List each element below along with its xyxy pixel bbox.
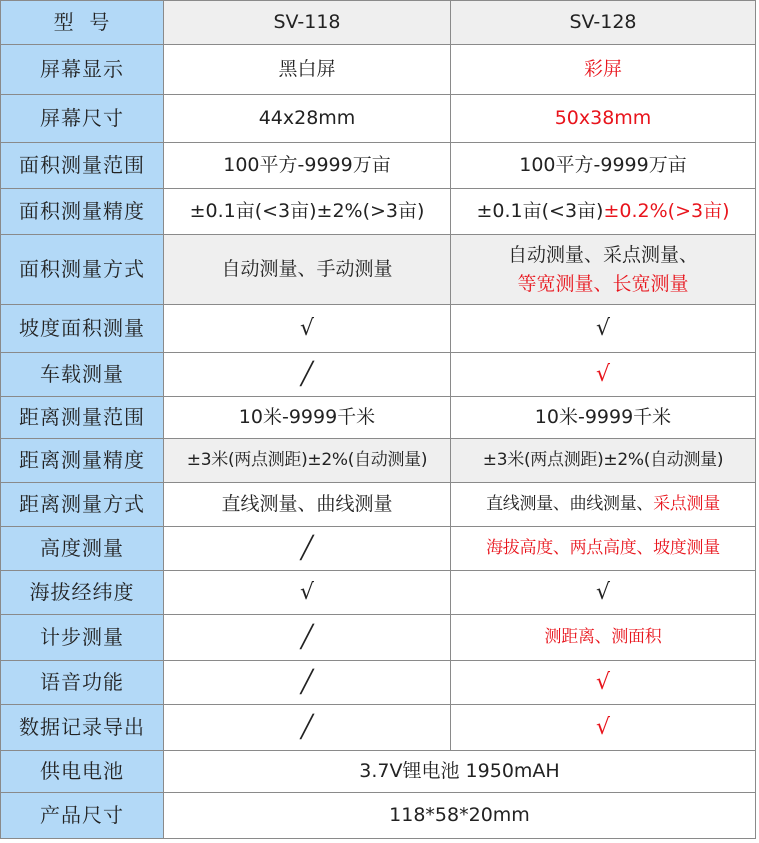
table-row: [1, 483, 756, 527]
table-row: [1, 189, 756, 235]
sv128-check-icon: √: [451, 661, 756, 705]
table-row: [1, 45, 756, 95]
sv118-value: 直线测量、曲线测量: [164, 483, 451, 527]
sv118-value: 44x28mm: [164, 95, 451, 143]
row-label: 语音功能: [1, 661, 164, 705]
sv118-slash-icon: ╱: [164, 661, 451, 705]
sv118-value: ±0.1亩(<3亩)±2%(>3亩): [164, 189, 451, 235]
header-label: 型 号: [1, 1, 164, 45]
shared-value: 3.7V锂电池 1950mAH: [164, 751, 756, 793]
table-row: [1, 353, 756, 397]
sv128-check-icon: √: [451, 571, 756, 615]
sv128-value: 100平方-9999万亩: [451, 143, 756, 189]
sv128-value-line1: 自动测量、采点测量、: [507, 243, 698, 266]
table-row: [1, 305, 756, 353]
table-row: [1, 571, 756, 615]
row-label: 供电电池: [1, 751, 164, 793]
row-label: 屏幕尺寸: [1, 95, 164, 143]
sv128-value: 10米-9999千米: [451, 397, 756, 439]
row-label: 屏幕显示: [1, 45, 164, 95]
sv128-check-icon: √: [451, 705, 756, 751]
table-row: [1, 439, 756, 483]
sv128-value: 海拔高度、两点高度、坡度测量: [451, 527, 756, 571]
sv118-value: 100平方-9999万亩: [164, 143, 451, 189]
sv118-slash-icon: ╱: [164, 527, 451, 571]
shared-value: 118*58*20mm: [164, 793, 756, 839]
sv128-value: 彩屏: [451, 45, 756, 95]
row-label: 高度测量: [1, 527, 164, 571]
sv118-value: 黑白屏: [164, 45, 451, 95]
row-label: 产品尺寸: [1, 793, 164, 839]
sv118-check-icon: √: [164, 305, 451, 353]
table-row: [1, 143, 756, 189]
row-label: 计步测量: [1, 615, 164, 661]
sv128-check-icon: √: [451, 353, 756, 397]
sv118-check-icon: √: [164, 571, 451, 615]
row-label: 面积测量精度: [1, 189, 164, 235]
sv118-value: 自动测量、手动测量: [164, 235, 451, 305]
table-row: [1, 95, 756, 143]
sv118-slash-icon: ╱: [164, 353, 451, 397]
sv118-value: ±3米(两点测距)±2%(自动测量): [164, 439, 451, 483]
row-label: 距离测量范围: [1, 397, 164, 439]
row-label: 距离测量方式: [1, 483, 164, 527]
sv128-value: [451, 189, 756, 235]
table-row: [1, 751, 756, 793]
row-label: 数据记录导出: [1, 705, 164, 751]
row-label: 车载测量: [1, 353, 164, 397]
row-label: 面积测量方式: [1, 235, 164, 305]
model-sv128-header: SV-128: [451, 1, 756, 45]
model-sv118-header: SV-118: [164, 1, 451, 45]
row-label: 海拔经纬度: [1, 571, 164, 615]
sv118-value: 10米-9999千米: [164, 397, 451, 439]
table-row: [1, 705, 756, 751]
table-row: [1, 235, 756, 305]
table-row: [1, 527, 756, 571]
row-label: 距离测量精度: [1, 439, 164, 483]
sv128-value-part: 直线测量、曲线测量、: [486, 494, 654, 514]
table-row: [1, 661, 756, 705]
sv128-check-icon: √: [451, 305, 756, 353]
sv128-value: [451, 235, 756, 305]
sv128-value-highlight: 采点测量: [653, 494, 720, 514]
sv128-value: 50x38mm: [451, 95, 756, 143]
sv128-value: [451, 483, 756, 527]
sv128-value-part: ±0.1亩(<3亩): [476, 200, 604, 222]
row-label: 坡度面积测量: [1, 305, 164, 353]
sv118-slash-icon: ╱: [164, 615, 451, 661]
sv118-slash-icon: ╱: [164, 705, 451, 751]
table-row: [1, 397, 756, 439]
sv128-value-line2: 等宽测量、长宽测量: [517, 272, 689, 295]
sv128-value: ±3米(两点测距)±2%(自动测量): [451, 439, 756, 483]
table-row: [1, 793, 756, 839]
table-row: [1, 615, 756, 661]
row-label: 面积测量范围: [1, 143, 164, 189]
sv128-value-highlight: ±0.2%(>3亩): [603, 200, 730, 222]
table-header-row: [1, 1, 756, 45]
sv128-value: 测距离、测面积: [451, 615, 756, 661]
